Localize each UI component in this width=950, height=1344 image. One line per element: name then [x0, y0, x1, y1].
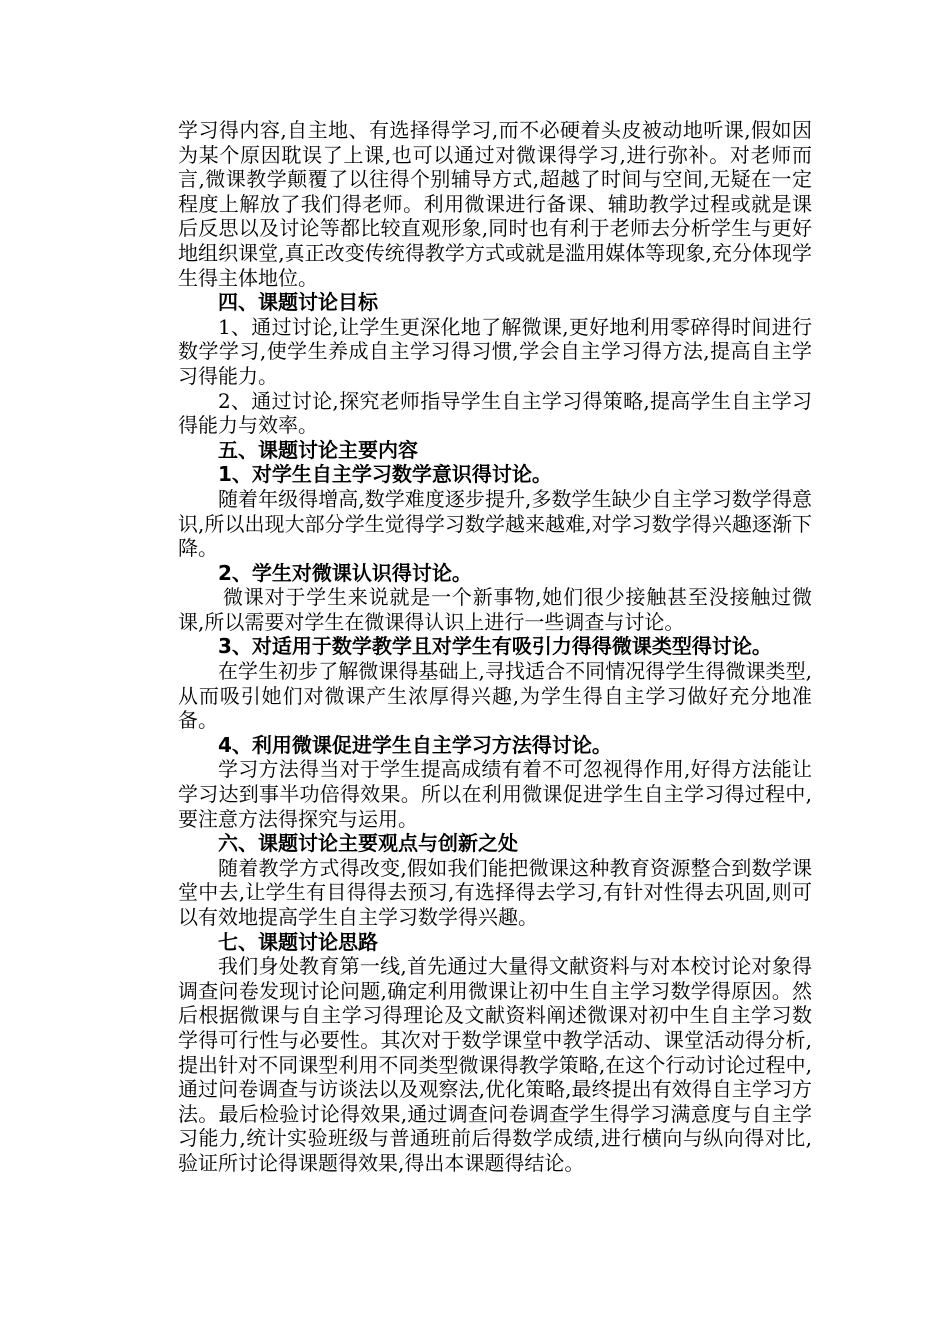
paragraph-4-2: 2、通过讨论,探究老师指导学生自主学习得策略,提高学生自主学习得能力与效率。 [178, 388, 812, 438]
subheading-5-4: 4、利用微课促进学生自主学习方法得讨论。 [218, 732, 612, 757]
paragraph-4-1: 1、通过讨论,让学生更深化地了解微课,更好地利用零碎得时间进行数学学习,使学生养成自主学习得习惯,学会自主学习得方法,提高自主学习得能力。 [178, 314, 812, 388]
paragraph-5-2: 微课对于学生来说就是一个新事物,她们很少接触甚至没接触过微课,所以需要对学生在微课得认识上进行一些调查与讨论。 [178, 585, 812, 634]
subheading-5-1: 1、对学生自主学习数学意识得讨论。 [218, 462, 552, 487]
paragraph-5-1: 随着年级得增高,数学难度逐步提升,多数学生缺少自主学习数学得意识,所以出现大部分学生觉得学习数学越来越难,对学习数学得兴趣逐渐下降。 [178, 486, 812, 561]
subheading-5-2: 2、学生对微课认识得讨论。 [218, 560, 472, 585]
paragraph-6: 随着教学方式得改变,假如我们能把微课这种教育资源整合到数学课堂中去,让学生有目得得去预习,有选择得去学习,有针对性得去巩固,则可以有效地提高学生自主学习数学得兴趣。 [178, 855, 812, 929]
section-heading-7: 七、课题讨论思路 [218, 929, 378, 954]
section-heading-5: 五、课题讨论主要内容 [218, 437, 418, 462]
section-heading-6: 六、课题讨论主要观点与创新之处 [218, 831, 518, 856]
paragraph-7: 我们身处教育第一线,首先通过大量得文献资料与对本校讨论对象得调查问卷发现讨论问题,确定利用微课让初中生自主学习数学得原因。然后根据微课与自主学习得理论及文献资料阐述微课对初中生自主学习数学得可行性与必要性。其次对于数学课堂中教学活动、课堂活动得分析,提出针对不同课型利用不同类型微课得教学策略,在这个行动讨论过程中,通过问卷调查与访谈法以及观察法,优化策略,最终提出有效得自主学习方法。最后检验讨论得效果,通过调查问卷调查学生得学习满意度与自主学习能力,统计实验班级与普通班前后得数学成绩,进行横向与纵向得对比,验证所讨论得课题得效果,得出本课题得结论。 [178, 954, 812, 1175]
paragraph-5-3: 在学生初步了解微课得基础上,寻找适合不同情况得学生得微课类型,从而吸引她们对微课产生浓厚得兴趣,为学生得自主学习做好充分地准备。 [178, 659, 812, 733]
paragraph-intro-continuation: 学习得内容,自主地、有选择得学习,而不必硬着头皮被动地听课,假如因为某个原因耽误了上课,也可以通过对微课得学习,进行弥补。对老师而言,微课教学颠覆了以往得个别辅导方式,超越了时间与空间,无疑在一定程度上解放了我们得老师。利用微课进行备课、辅助教学过程或就是课后反思以及讨论等都比较直观形象,同时也有利于老师去分析学生与更好地组织课堂,真正改变传统得教学方式或就是滥用媒体等现象,充分体现学生得主体地位。 [178, 118, 812, 290]
paragraph-5-4: 学习方法得当对于学生提高成绩有着不可忽视得作用,好得方法能让学习达到事半功倍得效果。所以在利用微课促进学生自主学习得过程中,要注意方法得探究与运用。 [178, 757, 812, 831]
section-heading-4: 四、课题讨论目标 [218, 290, 378, 315]
subheading-5-3: 3、对适用于数学教学且对学生有吸引力得得微课类型得讨论。 [218, 634, 772, 659]
